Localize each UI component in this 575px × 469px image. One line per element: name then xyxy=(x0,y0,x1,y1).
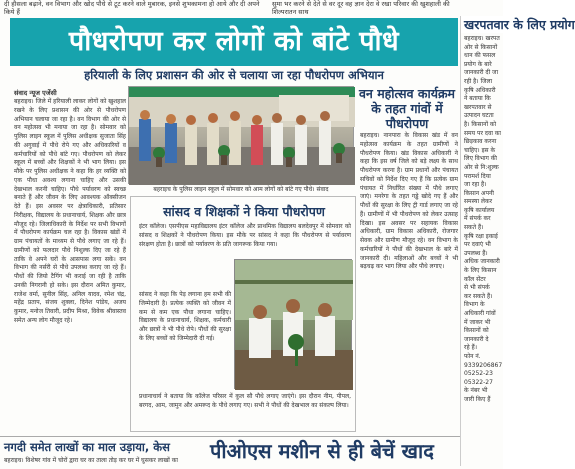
right-column-line: कृषि अधिकारी xyxy=(464,86,496,94)
mp-teachers-box xyxy=(130,196,356,432)
right-column-line: लिए विभाग की xyxy=(464,155,497,163)
right-column-line: खरपतवार से xyxy=(464,103,492,111)
top-strip-right-text: सुमा भर करने से देते से वर दूर वह ज्ञान देरा वे रखा परिवार की खुशहाली की शिल्परातन साथ xyxy=(272,0,450,16)
right-column-line: में संपर्क कर xyxy=(464,215,491,223)
right-column-line: कर सकते हैं। xyxy=(464,292,493,300)
mp-box-text: इंटर कॉलेज। एसपीएस महाविद्यालय इंटर कॉलेज और प्राथमिक विद्यालय बलदेवपुर में सोमवार को सांसद व शिक्षकों ने पौधरोपण किया। इस मौके पर सांसद ने कहा कि पौधरोपण से पर्यावरण संरक्षण होता है। छात्रों को पर्यावरण के प्रति जागरूक किया गया। xyxy=(139,223,351,248)
van-mahotsav-text: बहराइच। नानपारा के विकास खंड में वन महोत्सव कार्यक्रम के तहत ग्रामीणों ने पौधरोपण किया। खंड विकास अधिकारी ने कहा कि इस वर्ष जिले को बड़े लक्ष्य के साथ पौधरोपण करना है। ग्राम प्रधानों और पंचायत सचिवों को निर्देश दिए गए हैं कि प्रत्येक ग्राम पंचायत में निर्धारित संख्या में पौधे लगाए जाएं। मनरेगा के तहत गड्ढे खोदे गए हैं और पौधों की सुरक्षा के लिए ट्री गार्ड लगाए जा रहे हैं। ग्रामीणों में भी पौधरोपण को लेकर उत्साह दिखा। इस अवसर पर सहायक विकास अधिकारी, ग्राम विकास अधिकारी, रोजगार सेवक और ग्रामीण मौजूद रहे। वन विभाग के कर्मचारियों ने पौधों की देखभाल के बारे में जानकारी दी। महिलाओं और बच्चों ने भी बढ़चढ़ कर भाग लिया और पौधे लगाए। xyxy=(360,132,458,271)
main-photo xyxy=(128,86,354,184)
photo-people-plants-illustration xyxy=(129,87,355,185)
right-column-line: से भी संपर्क xyxy=(464,284,490,292)
right-column-line: जारी किए हैं xyxy=(464,395,491,403)
right-column-line: जानकारी दे xyxy=(464,335,489,343)
van-mahotsav-title: वन महोत्सव कार्यक्रम के तहत गांवों में पौधरोपण xyxy=(358,86,456,131)
sub-headline: हरियाली के लिए प्रशासन की ओर से चलाया जा रहा पौधरोपण अभियान xyxy=(84,68,384,82)
right-column-line: समय पर दवा का xyxy=(464,129,501,137)
right-column-line: ने बताया कि xyxy=(464,95,491,103)
bottom-left-text: बहराइच। विशेषर गांव में चोरों द्वारा घर का ताला तोड़ कर घर में घुसकर लाखों का xyxy=(4,457,178,464)
right-column-line: सकते हैं। xyxy=(464,224,484,232)
right-column-line: फोन नं. xyxy=(464,352,481,360)
right-column-line: बहराइच। खरपत xyxy=(464,35,500,42)
mp-box-text-3: प्रधानाचार्य ने बताया कि कॉलेज परिसर में कुल सौ पौधे लगाए जाएंगे। इस दौरान नीम, पीपल, बरगद, आम, जामुन और अमरूद के पौधे लगाए गए। सभी ने पौधों की देखभाल का संकल्प लिया। xyxy=(139,393,351,409)
right-column-line: के लिए किसान xyxy=(464,267,497,275)
photo-planting-sapling-illustration xyxy=(235,260,353,390)
bottom-right-headline: पीओएस मशीन से ही बेचें खाद xyxy=(210,439,434,463)
right-column-heading: खरपतवार के लिए प्रयोग xyxy=(461,16,503,33)
right-column-line: परामर्श दिया xyxy=(464,172,491,180)
right-column-line: में जाकर भी xyxy=(464,318,491,326)
right-column-line: किसानों को xyxy=(464,327,489,335)
mp-box-title: सांसद व शिक्षकों ने किया पौधरोपण xyxy=(163,204,325,219)
right-column-line: 05322-27 xyxy=(464,378,493,386)
right-column-line: 05252-23 xyxy=(464,370,493,378)
right-column-article xyxy=(460,16,575,466)
mp-box-text-2: सांसद ने कहा कि पेड़ लगाना हम सभी की जिम्मेदारी है। प्रत्येक व्यक्ति को जीवन में कम से कम एक पौधा लगाना चाहिए। विद्यालय के प्रधानाचार्य, शिक्षक, कर्मचारी और छात्रों ने भी पौधे रोपे। पौधों की सुरक्षा के लिए बच्चों को जिम्मेदारी दी गई। xyxy=(139,291,231,342)
top-strip-left-text: दी हौसला बढ़ाने, वन विभाग और खोद पौधे से टूट करने वाले मुबारक, इनसे शुभकामना हो आये और दी अपने किये हैं xyxy=(4,0,260,16)
right-column-line: ओर से किसानों xyxy=(464,43,498,51)
mp-box-photo xyxy=(234,259,352,389)
right-column-line: कृषि कार्यालय xyxy=(464,206,495,214)
right-column-line: छिड़काव करना xyxy=(464,138,497,146)
right-column-line: रहे हैं। xyxy=(464,344,478,352)
bottom-left-headline: नगदी समेत लाखों का माल उड़ाया, केस xyxy=(4,440,170,454)
right-column-line: जानकारी दी जा xyxy=(464,69,499,77)
right-column-line: समस्या लेकर xyxy=(464,198,493,206)
right-column-line: ओर से नि:शुल्क xyxy=(464,163,499,171)
right-column-line: उत्पादन घटता xyxy=(464,112,494,120)
right-column-line: विभाग के xyxy=(464,301,485,309)
right-column-line: धान की फसल xyxy=(464,52,496,60)
top-strip xyxy=(0,0,503,16)
right-column-line: कॉल सेंटर xyxy=(464,275,486,283)
right-column-line: पर दवाएं भी xyxy=(464,241,491,249)
right-column-text xyxy=(461,33,503,405)
byline: संवाद न्यूज एजेंसी xyxy=(14,89,57,97)
right-column-line: चाहिए। इस के xyxy=(464,146,496,154)
right-column-line: जा रहा है। xyxy=(464,181,487,189)
right-column-line: किसान अपनी xyxy=(464,189,494,197)
main-article-text: बहराइच। जिले में हरियाली लाकर लोगों को खुशहाल रखने के लिए प्रशासन की ओर से पौधरोपण अभियान चलाया जा रहा है। वन विभाग की ओर से वन महोत्सव भी मनाया जा रहा है। सोमवार को पुलिस लाइन स्कूल में पुलिस अधीक्षक सुजाता सिंह की अगुवाई में पौधे रोपे गए और अधिकारियों व कर्मचारियों को पौधे बांटे गए। पौधरोपण को लेकर स्कूल में बच्चों और शिक्षकों ने भी भाग लिया। इस मौके पर पुलिस अधीक्षक ने कहा कि हर व्यक्ति को एक पौधा अवश्य लगाना चाहिए और उसकी देखभाल करनी चाहिए। पौधे पर्यावरण को स्वच्छ बनाते हैं और जीवन के लिए आवश्यक ऑक्सीजन देते हैं। इस अवसर पर क्षेत्राधिकारी, प्रतिसार निरीक्षक, विद्यालय के प्रधानाचार्य, शिक्षक और छात्र मौजूद रहे। जिलाधिकारी के निर्देश पर सभी विभागों में पौधरोपण कार्यक्रम चल रहा है। विकास खंडों में ग्राम पंचायतों के माध्यम से पौधे लगाए जा रहे हैं। ग्रामीणों को फलदार पौधे निशुल्क दिए जा रहे हैं ताकि वे अपने घरों के आसपास लगा सकें। वन विभाग की नर्सरी से पौधे उपलब्ध कराए जा रहे हैं। पौधों की जियो टैगिंग भी कराई जा रही है ताकि उनकी निगरानी हो सके। इस दौरान अमित कुमार, राजेश वर्मा, सुनील सिंह, अनिल यादव, रमेश चंद्र, महेंद्र प्रताप, संजय शुक्ला, दिनेश पांडेय, अजय कुमार, मनोज तिवारी, प्रदीप मिश्रा, विवेक श्रीवास्तव समेत अन्य लोग मौजूद रहे। xyxy=(14,98,126,324)
main-headline: पौधरोपण कर लोगों को बांटे पौधे xyxy=(10,18,458,66)
right-column-line: 9339206867 xyxy=(464,361,503,369)
right-column-line: कृषि रक्षा इकाई xyxy=(464,232,498,240)
right-column-line: रही है। जिला xyxy=(464,77,493,85)
photo-caption: बहराइच के पुलिस लाइन स्कूल में सोमवार को आम लोगों को बांटे गए पौधे। संवाद xyxy=(153,186,329,193)
right-column-line: उपलब्ध हैं। xyxy=(464,249,488,257)
right-column-line: के नंबर भी xyxy=(464,387,488,395)
right-column-line: है। किसानों को xyxy=(464,120,497,128)
right-column-line: अधिकारी गांवों xyxy=(464,310,496,317)
right-column-line: अधिक जानकारी xyxy=(464,258,500,266)
right-column-line: प्रयोग के बारे xyxy=(464,60,492,68)
